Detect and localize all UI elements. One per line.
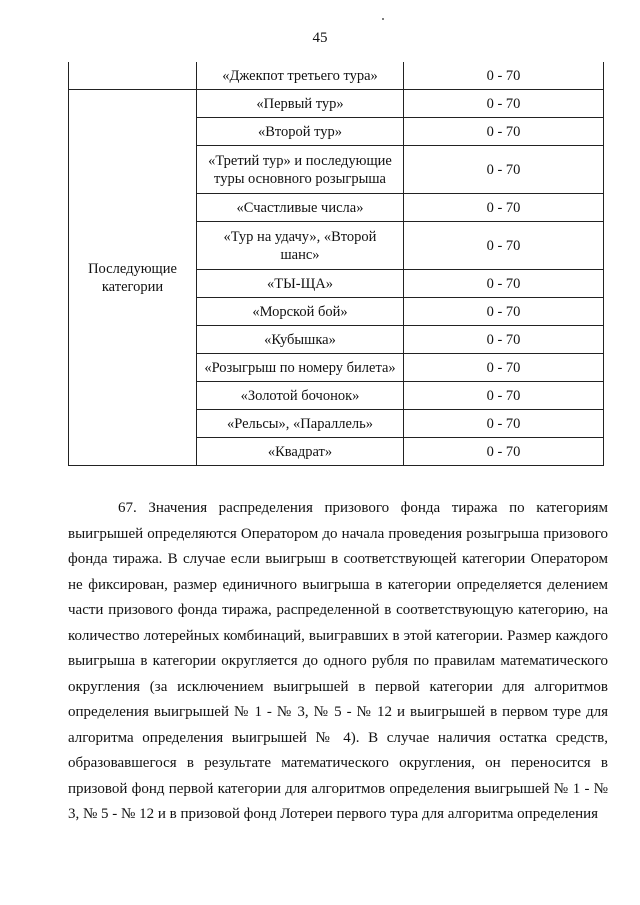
category-name: «Тур на удачу», «Второй шанс» [197, 222, 404, 270]
category-name: «Рельсы», «Параллель» [197, 410, 404, 438]
category-name: «Второй тур» [197, 118, 404, 146]
group-label: Последующие категории [69, 90, 197, 466]
scan-speck [382, 18, 384, 20]
paragraph-text: 67. Значения распределения призового фонда тиража по категориям выигрышей определяются Оператором до начала проведения розыгрыша призового фонда тиража. В случае если выигрыш в соответствующей категории Оператором не фиксирован, размер единичного выигрыша в категории определяется делением части призового фонда тиража, распределенной в соответствующую категорию, на количество лотерейных комбинаций, выигравших в этой категории. Размер каждого выигрыша в категории округляется до одного рубля по правилам математического округления (за исключением выигрышей в первой категории для алгоритмов определения выигрышей № 1 - № 3, № 5 - № 12 и выигрышей в первом туре для алгоритма определения выигрышей № 4). В случае наличия остатка средств, образовавшегося в результате математического округления, он переносится в призовой фонд первой категории для алгоритмов определения выигрышей № 1 - № 3, № 5 - № 12 и в призовой фонд Лотереи первого тура для алгоритма определения [68, 500, 608, 822]
category-range: 0 - 70 [404, 410, 604, 438]
prize-category-table [68, 62, 604, 466]
table-row [69, 90, 604, 118]
category-name: «Квадрат» [197, 438, 404, 466]
paragraph-67 [68, 496, 608, 828]
category-name: «Джекпот третьего тура» [197, 62, 404, 90]
category-range: 0 - 70 [404, 270, 604, 298]
empty-cell [69, 62, 197, 90]
category-name: «ТЫ-ЩА» [197, 270, 404, 298]
category-range: 0 - 70 [404, 222, 604, 270]
category-name: «Розыгрыш по номеру билета» [197, 354, 404, 382]
category-range: 0 - 70 [404, 438, 604, 466]
category-range: 0 - 70 [404, 146, 604, 194]
table-row [69, 62, 604, 90]
category-range: 0 - 70 [404, 194, 604, 222]
category-range: 0 - 70 [404, 118, 604, 146]
category-range: 0 - 70 [404, 382, 604, 410]
category-range: 0 - 70 [404, 326, 604, 354]
category-range: 0 - 70 [404, 62, 604, 90]
category-name: «Кубышка» [197, 326, 404, 354]
category-name: «Первый тур» [197, 90, 404, 118]
category-name: «Морской бой» [197, 298, 404, 326]
category-range: 0 - 70 [404, 354, 604, 382]
category-name: «Третий тур» и последующие туры основного розыгрыша [197, 146, 404, 194]
category-name: «Счастливые числа» [197, 194, 404, 222]
category-range: 0 - 70 [404, 90, 604, 118]
page-number: 45 [312, 30, 328, 46]
category-name: «Золотой бочонок» [197, 382, 404, 410]
category-range: 0 - 70 [404, 298, 604, 326]
